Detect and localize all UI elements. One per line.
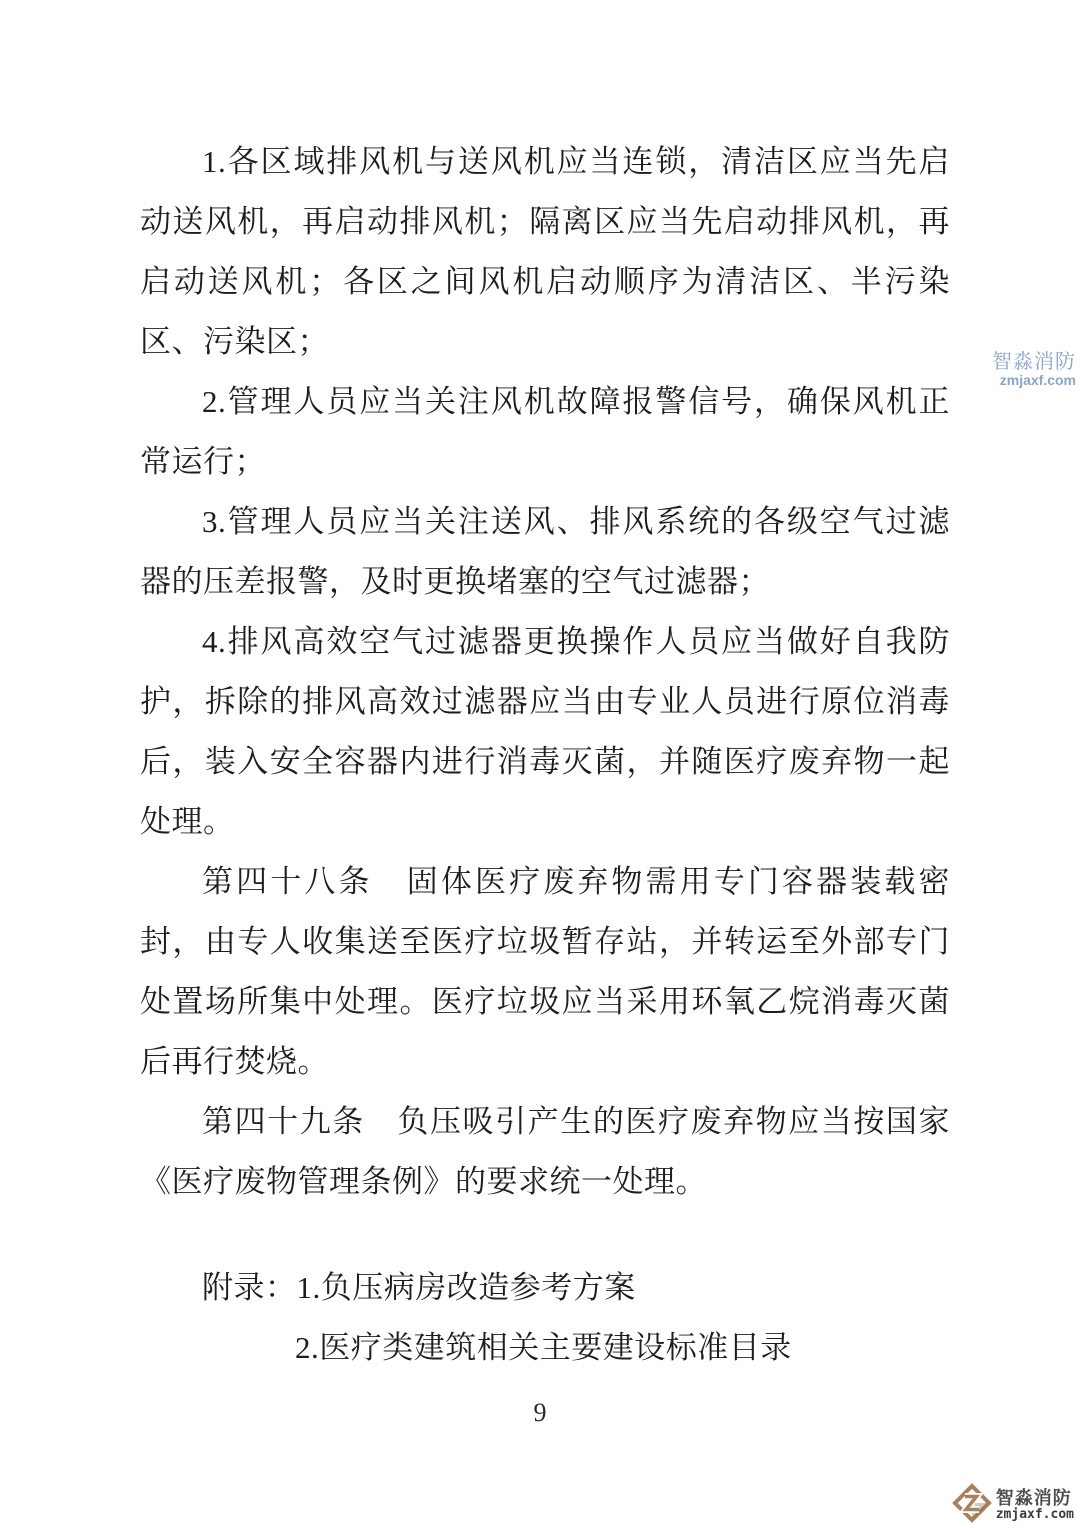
appendix-line-2 (140, 1318, 950, 1378)
brand-text (996, 1489, 1074, 1522)
brand-site: zmjaxf.com (995, 1507, 1074, 1523)
appendix-item-1: 1.负压病房改造参考方案 (296, 1270, 636, 1305)
paragraph-clause-3: 3.管理人员应当关注送风、排风系统的各级空气过滤器的压差报警，及时更换堵塞的空气过滤器； (140, 504, 950, 599)
side-watermark-site: zmjaxf.com (999, 372, 1076, 388)
brand-name: 智淼消防 (995, 1488, 1072, 1509)
paragraph-clause-2: 2.管理人员应当关注风机故障报警信号，确保风机正常运行； (140, 384, 950, 479)
appendix-label: 附录： (202, 1270, 297, 1305)
document-body (140, 132, 950, 1378)
paragraph-clause-4: 4.排风高效空气过滤器更换操作人员应当做好自我防护，拆除的排风高效过滤器应当由专业人员进行原位消毒后，装入安全容器内进行消毒灭菌，并随医疗废弃物一起处理。 (140, 624, 950, 839)
appendix-line-1 (140, 1258, 950, 1318)
side-watermark (992, 351, 1076, 388)
appendix-section (140, 1258, 950, 1378)
appendix-item-2: 2.医疗类建筑相关主要建设标准目录 (295, 1330, 792, 1365)
brand-watermark (952, 1483, 1074, 1528)
paragraph-article-49: 第四十九条 负压吸引产生的医疗废弃物应当按国家《医疗废物管理条例》的要求统一处理。 (140, 1104, 950, 1199)
paragraph-clause-1: 1.各区域排风机与送风机应当连锁，清洁区应当先启动送风机，再启动排风机；隔离区应当先启动排风机，再启动送风机；各区之间风机启动顺序为清洁区、半污染区、污染区； (140, 144, 950, 359)
page-number: 9 (533, 1398, 547, 1427)
diamond-z-logo-icon (952, 1483, 992, 1528)
paragraph-article-48: 第四十八条 固体医疗废弃物需用专门容器装载密封，由专人收集送至医疗垃圾暂存站，并转运至外部专门处置场所集中处理。医疗垃圾应当采用环氧乙烷消毒灭菌后再行焚烧。 (140, 864, 950, 1079)
side-watermark-name: 智淼消防 (992, 351, 1076, 373)
